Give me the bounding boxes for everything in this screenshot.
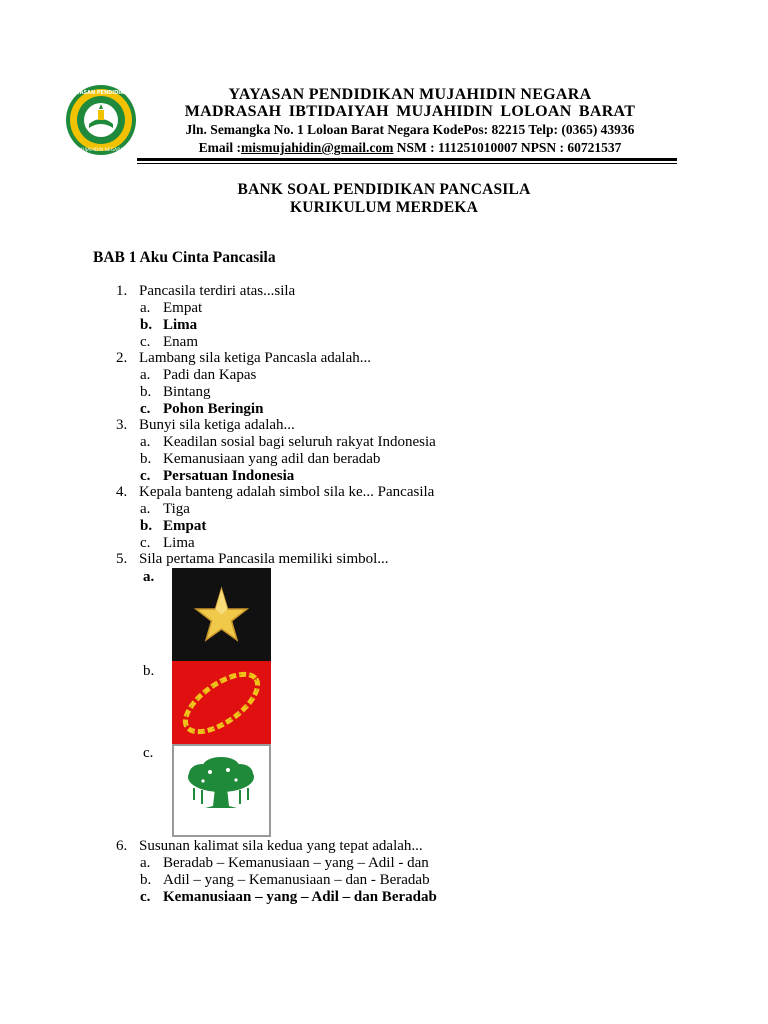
option-text-answer: Kemanusiaan – yang – Adil – dan Beradab — [163, 889, 437, 905]
option-letter: a. — [140, 855, 151, 871]
option-text: Bintang — [163, 384, 211, 400]
school-address: Jln. Semangka No. 1 Loloan Barat Negara KodePos: 82215 Telp: (0365) 43936 — [185, 122, 635, 137]
question-text: Pancasila terdiri atas...sila — [139, 283, 296, 299]
option-letter: a. — [140, 300, 151, 316]
question-number: 5. — [116, 551, 128, 567]
option-text: Kemanusiaan yang adil dan beradab — [163, 451, 381, 467]
option-letter-answer: c. — [140, 401, 151, 417]
option-text: Adil – yang – Kemanusiaan – dan - Beradab — [163, 872, 430, 888]
option-text-answer: Lima — [163, 317, 198, 333]
option-letter: a. — [140, 367, 151, 383]
option-letter: b. — [140, 384, 152, 400]
option-letter: a. — [140, 501, 151, 517]
option-text-answer: Pohon Beringin — [163, 401, 264, 417]
school-name: MADRASAH IBTIDAIYAH MUJAHIDIN LOLOAN BARAT — [184, 103, 636, 120]
banyan-tree-icon — [172, 744, 271, 837]
option-text: Lima — [163, 535, 195, 551]
document-subtitle: KURIKULUM MERDEKA — [289, 199, 479, 216]
option-letter-answer: b. — [140, 317, 153, 333]
option-text: Enam — [163, 334, 198, 350]
option-letter-answer: c. — [140, 468, 151, 484]
email-label: Email : — [198, 140, 241, 155]
option-letter: b. — [140, 872, 152, 888]
logo-text-top: YAYASAN PENDIDIKAN — [69, 90, 133, 96]
option-letter: c. — [140, 334, 151, 350]
question-text: Lambang sila ketiga Pancasla adalah... — [139, 350, 371, 366]
question-number: 2. — [116, 350, 128, 366]
star-icon — [172, 568, 271, 661]
logo-text-bottom: MUJAHIDIN NEGARA — [78, 148, 124, 153]
email-link[interactable]: mismujahidin@gmail.com — [240, 140, 394, 155]
option-text-answer: Persatuan Indonesia — [163, 468, 295, 484]
registration-numbers: NSM : 111251010007 NPSN : 60721537 — [393, 140, 622, 155]
question-number: 1. — [116, 283, 128, 299]
option-text: Empat — [163, 300, 203, 316]
option-letter: c. — [140, 535, 151, 551]
option-letter: c. — [143, 745, 154, 761]
contact-line — [143, 139, 677, 157]
option-letter: a. — [143, 569, 155, 585]
chapter-heading: BAB 1 Aku Cinta Pancasila — [93, 249, 276, 266]
option-letter: b. — [143, 663, 155, 679]
option-text-answer: Empat — [163, 518, 207, 534]
question-number: 4. — [116, 484, 128, 500]
option-text: Tiga — [163, 501, 190, 517]
option-text: Beradab – Kemanusiaan – yang – Adil - dan — [163, 855, 429, 871]
letterhead-rule-thick — [137, 158, 677, 161]
question-number: 6. — [116, 838, 128, 854]
option-letter-answer: c. — [140, 889, 151, 905]
letterhead-rule-thin — [137, 163, 677, 164]
question-text: Susunan kalimat sila kedua yang tepat adalah... — [139, 838, 423, 854]
school-logo — [65, 84, 137, 156]
option-letter: a. — [140, 434, 151, 450]
question-text: Bunyi sila ketiga adalah... — [139, 417, 295, 433]
option-letter-answer: b. — [140, 518, 153, 534]
question-text: Sila pertama Pancasila memiliki simbol... — [139, 551, 389, 567]
question-text: Kepala banteng adalah simbol sila ke... Pancasila — [139, 484, 435, 500]
document-title: BANK SOAL PENDIDIKAN PANCASILA — [237, 181, 531, 198]
option-text: Padi dan Kapas — [163, 367, 257, 383]
option-text: Keadilan sosial bagi seluruh rakyat Indonesia — [163, 434, 436, 450]
option-letter: b. — [140, 451, 152, 467]
question-number: 3. — [116, 417, 128, 433]
foundation-name: YAYASAN PENDIDIKAN MUJAHIDIN NEGARA — [228, 86, 592, 103]
chain-icon — [172, 661, 271, 745]
